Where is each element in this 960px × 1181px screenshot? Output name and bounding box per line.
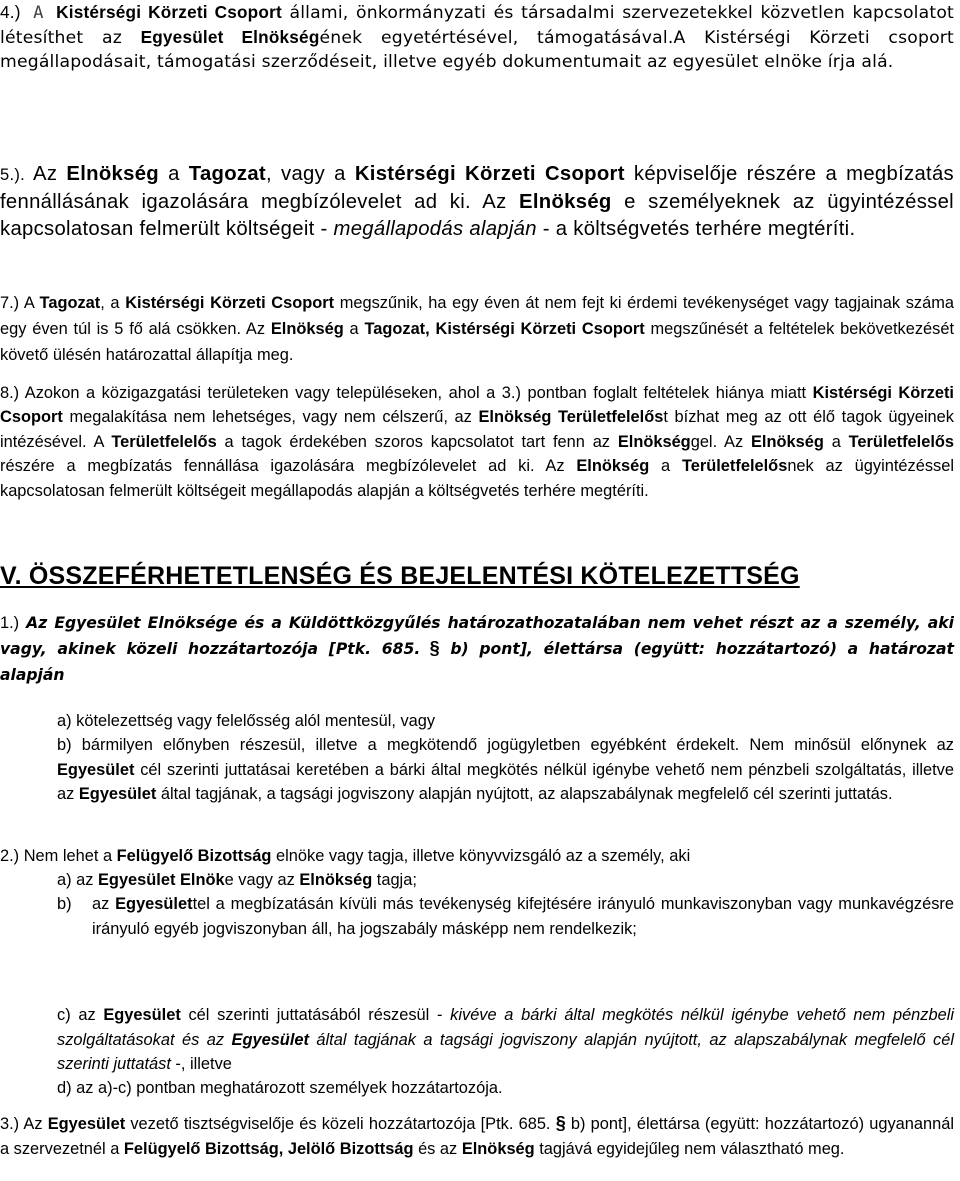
section-item-2-intro: 2.) Nem lehet a Felügyelő Bizottság elnöke vagy tagja, illetve könyvvizsgáló az a személy, aki [0,847,691,865]
section-item-3: 3.) Az Egyesület vezető tisztségviselője és közeli hozzátartozója [Ptk. 685. § b) pont], élettársa (együtt: hozzátartozó) ugyanannál a szervezetnél a Felügyelő Bizottság, Jelölő Bizottság és az Elnökség tagjává egyidejűleg nem választható meg. [0,1113,954,1158]
section-heading: V. ÖSSZEFÉRHETETLENSÉG ÉS BEJELENTÉSI KÖTELEZETTSÉG [0,562,800,590]
item-2-point-b-label: b) [57,895,72,913]
paragraph-number: 4.) [0,2,21,22]
paragraph-number: 5.). [0,166,26,184]
paragraph-number: 8.) [0,384,20,402]
item-1-point-a: a) kötelezettség vagy felelősség alól mentesül, vagy [57,712,436,730]
paragraph-sign-icon: § [555,1113,566,1133]
item-2-point-a: a) az Egyesület Elnöke vagy az Elnökség tagja; [57,871,417,889]
item-2-point-d: d) az a)-c) pontban meghatározott személyek hozzátartozója. [57,1079,503,1097]
paragraph-5: 5.). Az Elnökség a Tagozat, vagy a Kistérségi Körzeti Csoport képviselője részére a megbízatás fennállásának igazolására megbízólevelet ad ki. Az Elnökség e személyeknek az ügyintézéssel kapcsolatosan felmerült költségeit - megállapodás alapján - a költségvetés terhére megtéríti. [0,163,954,240]
item-2-point-b: az Egyesülettel a megbízatásán kívüli más tevékenység kifejtésére irányuló munkaviszonyban vagy munkavégzésre irányuló egyéb jogviszonyban áll, ha jogszabály másképp nem rendelkezik; [92,895,954,938]
paragraph-4: 4.) A Kistérségi Körzeti Csoport állami, önkormányzati és társadalmi szervezetekkel közvetlen kapcsolatot létesíthet az Egyesület Elnökségének egyetértésével, támogatásával.A Kistérségi Körzeti csoport megállapodásait, támogatási szerződéseit, illetve egyéb dokumentumait az egyesület elnöke írja alá. [0,2,954,72]
item-number: 2.) [0,847,20,865]
item-number: 1.) [0,614,20,632]
paragraph-number: 7.) [0,294,20,312]
paragraph-7: 7.) A Tagozat, a Kistérségi Körzeti Csoport megszűnik, ha egy éven át nem fejt ki érdemi tevékenységet vagy tagjainak száma egy éven túl is 5 fő alá csökken. Az Elnökség a Tagozat, Kistérségi Körzeti Csoport megszűnését a feltételek bekövetkezését követő ülésén határozattal állapítja meg. [0,294,954,364]
item-1-point-b: b) bármilyen előnyben részesül, illetve a megkötendő jogügyletben egyébként érdekelt. Nem minősül előnynek az Egyesület cél szerinti juttatásai keretében a bárki által megkötés nélkül igénybe vehető nem pénzbeli szolgáltatás, illetve az Egyesület által tagjának, a tagsági jogviszony alapján nyújtott, az alapszabálynak megfelelő cél szerinti juttatás. [57,736,954,803]
item-number: 3.) [0,1115,20,1133]
paragraph-8: 8.) Azokon a közigazgatási területeken vagy településeken, ahol a 3.) pontban foglalt feltételek hiánya miatt Kistérségi Körzeti Csoport megalakítása nem lehetséges, vagy nem célszerű, az Elnökség Területfelelőst bízhat meg az ott élő tagok ügyeinek intézésével. A Területfelelős a tagok érdekében szoros kapcsolatot tart fenn az Elnökséggel. Az Elnökség a Területfelelős részére a megbízatás fennállása igazolására megbízólevelet ad ki. Az Elnökség a Területfelelősnek az ügyintézéssel kapcsolatosan felmerült költségeit megállapodás alapján a költségvetés terhére megtéríti. [0,384,954,500]
section-item-1-intro: 1.) Az Egyesület Elnöksége és a Küldöttközgyűlés határozathozatalában nem vehet részt az a személy, aki vagy, akinek közeli hozzátartozója [Ptk. 685. § b) pont], élettársa (együtt: hozzátartozó) a határozat alapján [0,614,954,684]
paragraph-sign-icon: § [429,638,440,658]
item-2-point-c: c) az Egyesület cél szerinti juttatásából részesül - kivéve a bárki által megkötés nélkül igénybe vehető nem pénzbeli szolgáltatásokat és az Egyesület által tagjának a tagsági jogviszony alapján nyújtott, az alapszabálynak megfelelő cél szerinti juttatást -, illetve [57,1006,955,1073]
